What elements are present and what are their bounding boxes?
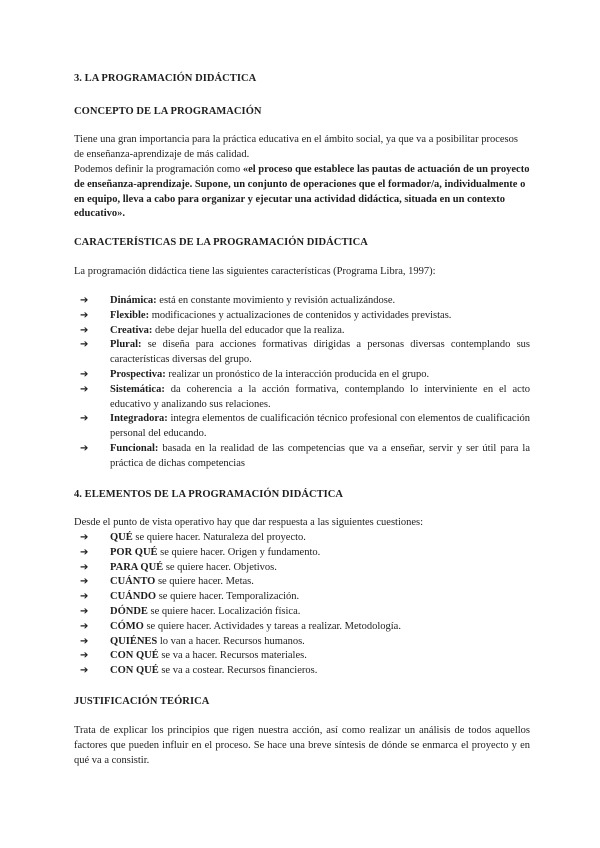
arrow-icon: ➔	[80, 383, 89, 395]
arrow-icon: ➔	[80, 413, 89, 425]
section-4-title: 4. ELEMENTOS DE LA PROGRAMACIÓN DIDÁCTICA	[74, 489, 344, 500]
section-3-title: 3. LA PROGRAMACIÓN DIDÁCTICA	[74, 73, 257, 84]
arrow-icon: ➔	[80, 532, 89, 543]
list-item: ➔ QUIÉNES lo van a hacer. Recursos humanos.	[80, 635, 530, 650]
arrow-icon: ➔	[80, 620, 89, 632]
arrow-icon: ➔	[80, 546, 89, 558]
list-item: ➔ CUÁNDO se quiere hacer. Temporalización.	[80, 590, 530, 605]
concept-definition-intro: Podemos definir la programación como	[74, 164, 243, 175]
arrow-icon: ➔	[80, 324, 89, 336]
arrow-icon: ➔	[80, 605, 89, 617]
list-item: ➔ Prospectiva: realizar un pronóstico de la interacción producida en el grupo.	[80, 368, 530, 383]
list-item: ➔ CON QUÉ se va a hacer. Recursos materiales.	[80, 649, 530, 664]
arrow-icon: ➔	[80, 665, 89, 677]
arrow-icon: ➔	[80, 635, 89, 647]
list-item: ➔ POR QUÉ se quiere hacer. Origen y fundamento.	[80, 546, 530, 561]
list-item: ➔ CON QUÉ se va a costear. Recursos financieros.	[80, 664, 530, 679]
list-item: ➔ Integradora: integra elementos de cualificación técnico profesional con elementos de cualificación personal del educando.	[80, 413, 530, 440]
arrow-icon: ➔	[80, 368, 89, 380]
arrow-icon: ➔	[80, 309, 89, 321]
list-item: ➔ Funcional: basada en la realidad de las competencias que va a enseñar, servir y ser útil para la práctica de dichas competencias	[80, 442, 530, 469]
list-item: ➔ CUÁNTO se quiere hacer. Metas.	[80, 575, 530, 590]
list-item: ➔ Dinámica: está en constante movimiento y revisión actualizándose.	[80, 294, 530, 309]
arrow-icon: ➔	[80, 591, 89, 603]
justification-paragraph: Trata de explicar los principios que rigen nuestra acción, así como realizar un análisis de todos aquellos factores que pueden influir en el proceso. Se hace una breve síntesis de dónde se enmarca el proyecto y en qué va a consistir.	[74, 725, 530, 766]
arrow-icon: ➔	[80, 650, 89, 662]
arrow-icon: ➔	[80, 295, 89, 306]
list-item: ➔ Plural: se diseña para acciones formativas dirigidas a personas diversas contemplando sus características diversas del grupo.	[80, 339, 530, 366]
arrow-icon: ➔	[80, 339, 89, 351]
arrow-icon: ➔	[80, 561, 89, 573]
concept-paragraph-2	[74, 163, 530, 222]
list-item: ➔ PARA QUÉ se quiere hacer. Objetivos.	[80, 561, 530, 576]
characteristics-heading: CARACTERÍSTICAS DE LA PROGRAMACIÓN DIDÁCTICA	[74, 237, 368, 248]
list-item: ➔ Creativa: debe dejar huella del educador que la realiza.	[80, 324, 530, 339]
concept-paragraph-1: Tiene una gran importancia para la práctica educativa en el ámbito social, ya que va a posibilitar procesos de enseñanza-aprendizaje de más calidad.	[74, 134, 518, 160]
arrow-icon: ➔	[80, 576, 89, 588]
characteristics-list	[80, 294, 530, 472]
characteristics-intro: La programación didáctica tiene las siguientes características (Programa Libra, 1997):	[74, 266, 436, 277]
list-item: ➔ Flexible: modificaciones y actualizaciones de contenidos y actividades previstas.	[80, 309, 530, 324]
list-item: ➔ CÓMO se quiere hacer. Actividades y tareas a realizar. Metodología.	[80, 620, 530, 635]
list-item: ➔ Sistemática: da coherencia a la acción formativa, contemplando lo interviniente en el acto educativo y analizando sus relaciones.	[80, 383, 530, 410]
concept-heading: CONCEPTO DE LA PROGRAMACIÓN	[74, 106, 262, 117]
questions-list	[80, 531, 530, 679]
concept-definition-quote: «el proceso que establece las pautas de actuación de un proyecto de enseñanza-aprendizaje. Supone, un conjunto de operaciones que el formador/a, individualmente o en equipo, lleva a cabo para organizar y ejecutar una actividad didáctica, situada en un contexto educativo».	[74, 164, 530, 220]
elements-intro: Desde el punto de vista operativo hay que dar respuesta a las siguientes cuestiones:	[74, 517, 424, 528]
arrow-icon: ➔	[80, 442, 89, 454]
list-item: ➔ QUÉ se quiere hacer. Naturaleza del proyecto.	[80, 531, 530, 546]
justification-heading: JUSTIFICACIÓN TEÓRICA	[74, 696, 210, 707]
list-item: ➔ DÓNDE se quiere hacer. Localización física.	[80, 605, 530, 620]
